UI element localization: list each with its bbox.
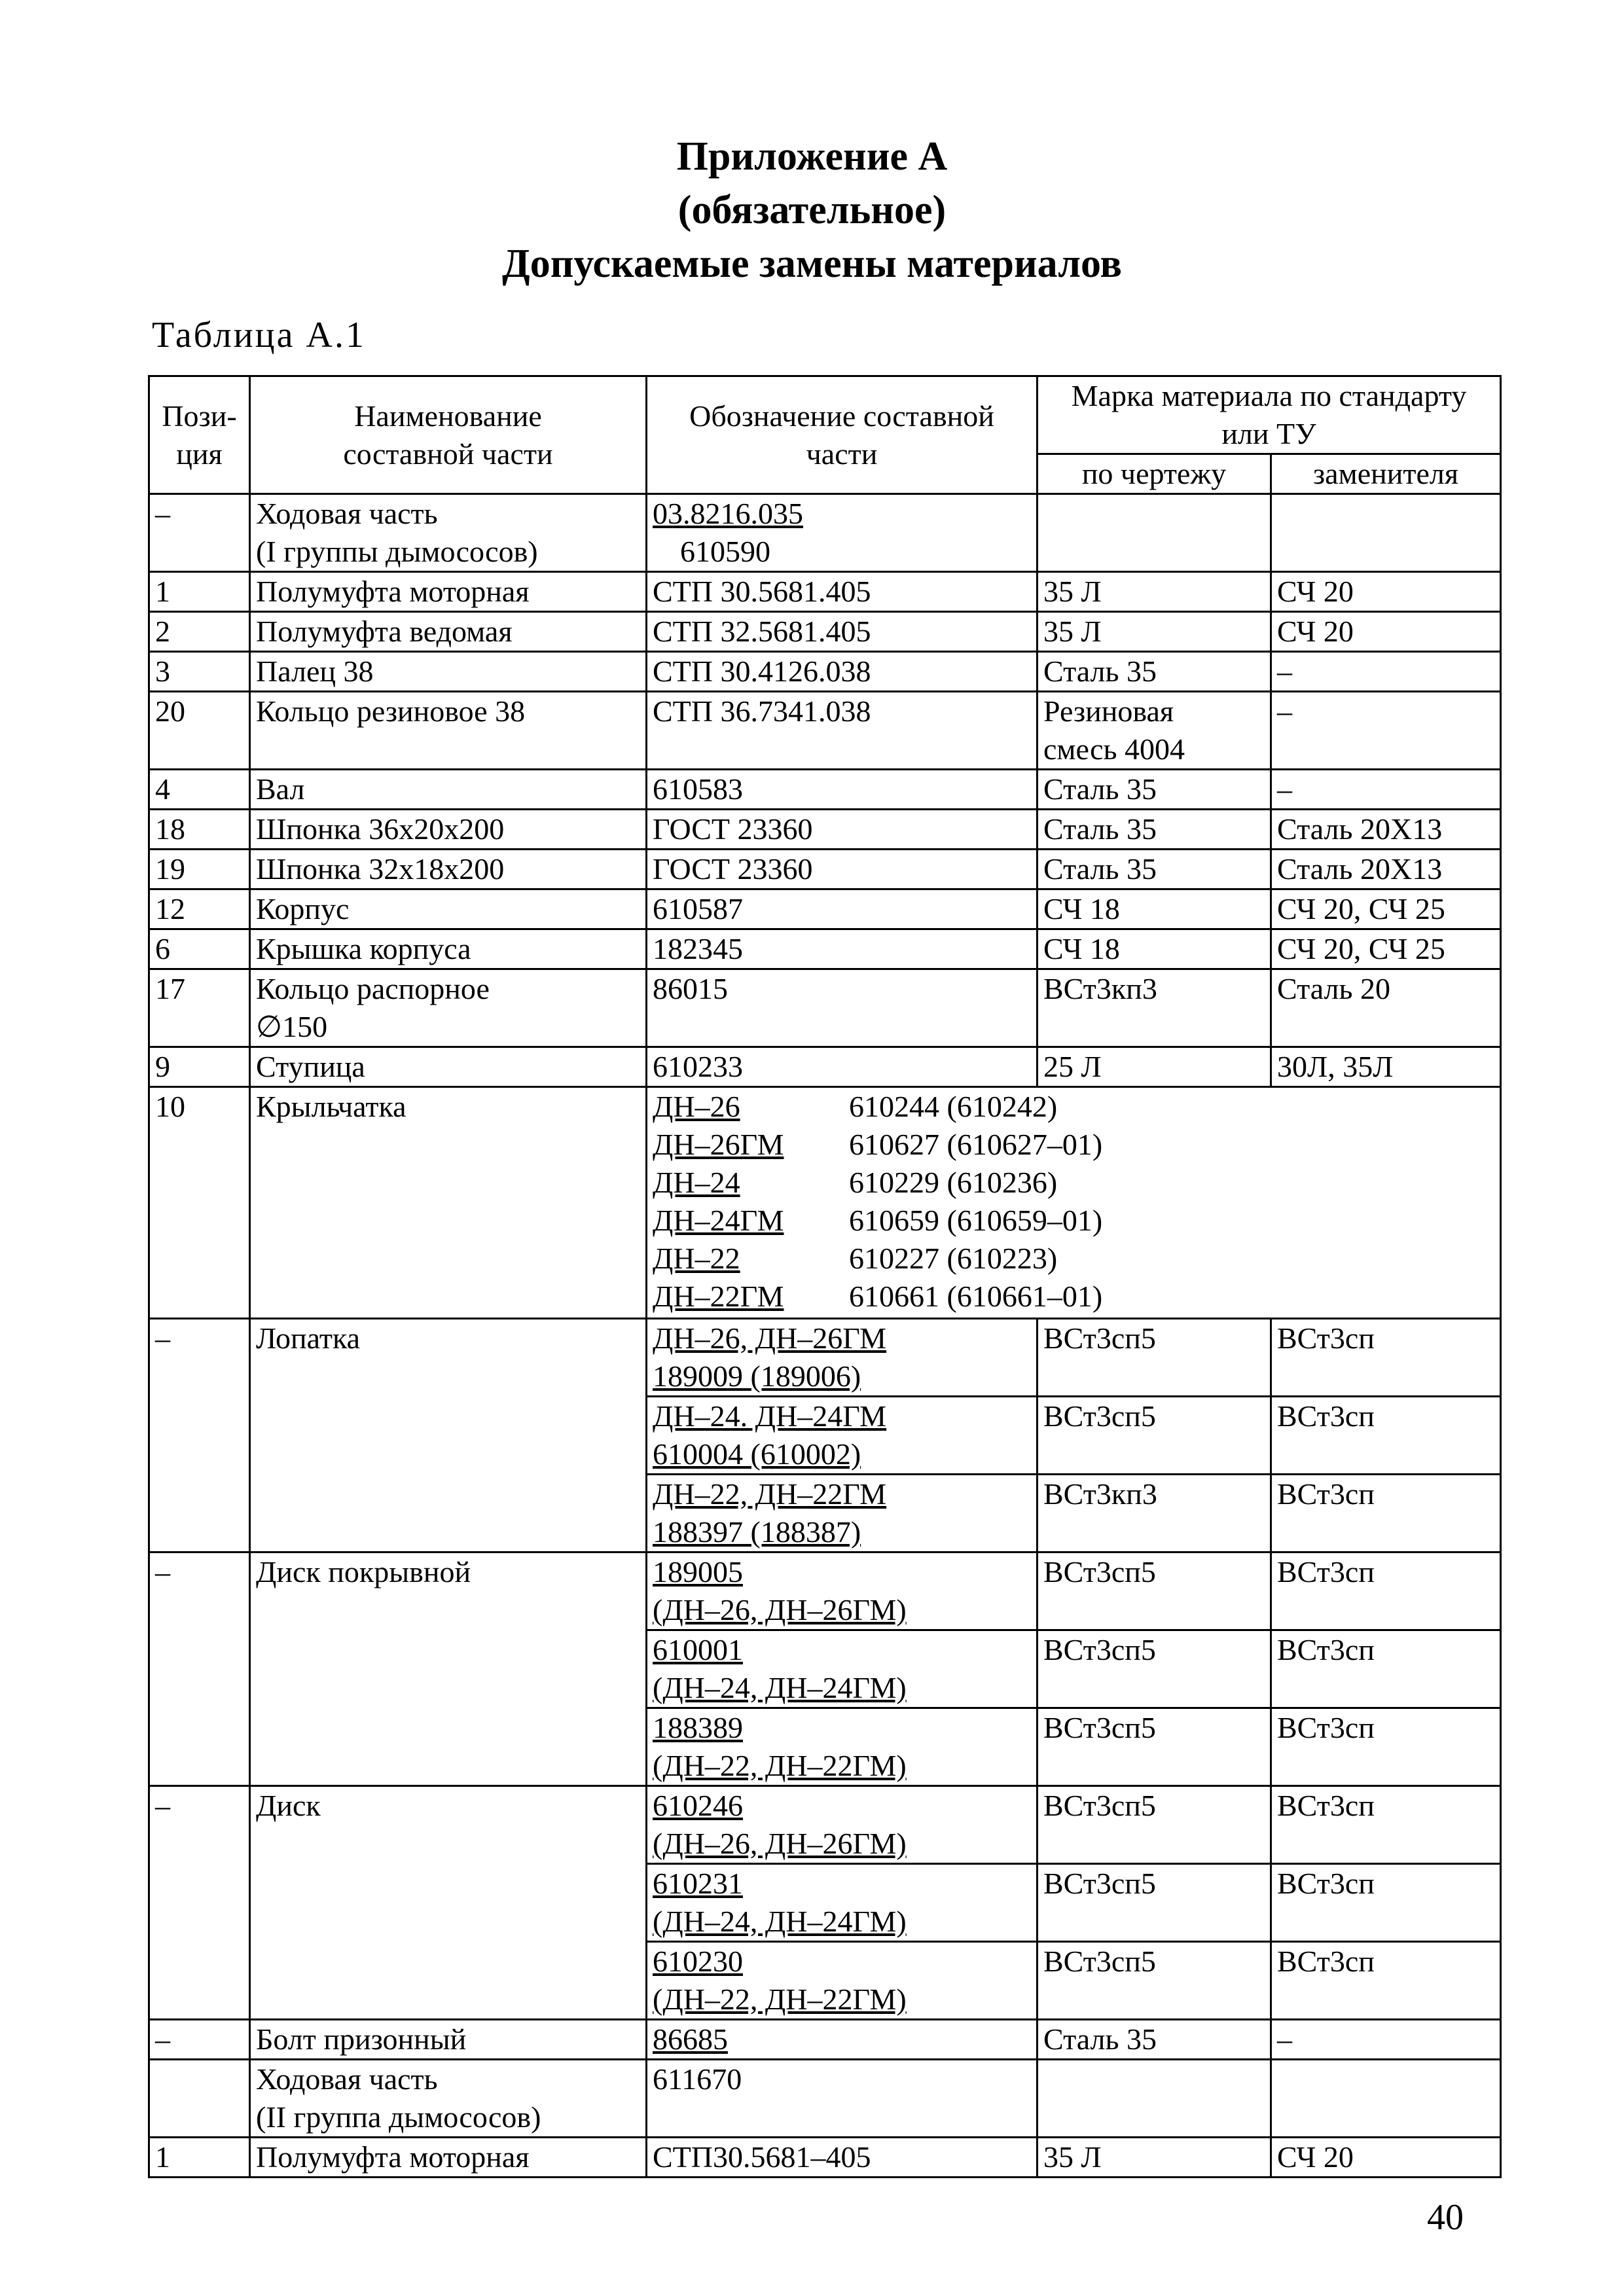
table-row xyxy=(149,929,1501,969)
table-row xyxy=(149,850,1501,889)
cell-grade-substitute: Сталь 20 xyxy=(1271,969,1501,1047)
cell-position: – xyxy=(149,1786,250,2020)
cell-designation: СТП 30.5681.405 xyxy=(647,572,1038,612)
impeller-model-line: ДН–22 610227 (610223) xyxy=(653,1242,1058,1275)
cell-position: 20 xyxy=(149,692,250,770)
cell-position: 12 xyxy=(149,889,250,929)
page-number: 40 xyxy=(1427,2197,1464,2238)
table-row xyxy=(149,1552,1501,1630)
cell-grade-drawing: ВСт3сп5 xyxy=(1038,1708,1271,1786)
cell-position: – xyxy=(149,1552,250,1786)
cell-position: 3 xyxy=(149,652,250,692)
table-header xyxy=(149,376,1501,494)
table-row xyxy=(149,572,1501,612)
table-row xyxy=(149,1319,1501,1397)
cell-grade-substitute: Сталь 20Х13 xyxy=(1271,810,1501,850)
cell-name: Шпонка 32х18х200 xyxy=(250,850,647,889)
cell-grade-drawing: ВСт3сп5 xyxy=(1038,1552,1271,1630)
cell-designation: СТП 32.5681.405 xyxy=(647,612,1038,652)
cell-grade-substitute: СЧ 20 xyxy=(1271,2138,1501,2178)
cell-grade-substitute: 30Л, 35Л xyxy=(1271,1047,1501,1087)
cell-designation: 610246 (ДН–26, ДН–26ГМ) xyxy=(647,1786,1038,1864)
cell-grade-substitute: ВСт3сп xyxy=(1271,1786,1501,1864)
cell-grade-substitute: ВСт3сп xyxy=(1271,1942,1501,2020)
cell-grade-drawing: Резиновая смесь 4004 xyxy=(1038,692,1271,770)
cell-designation: ДН–24. ДН–24ГМ 610004 (610002) xyxy=(647,1397,1038,1475)
table-row xyxy=(149,1087,1501,1319)
cell-name: Диск покрывной xyxy=(250,1552,647,1786)
cell-grade-substitute: СЧ 20, СЧ 25 xyxy=(1271,929,1501,969)
cell-grade-substitute: ВСт3сп xyxy=(1271,1397,1501,1475)
cell-designation: СТП30.5681–405 xyxy=(647,2138,1038,2178)
table-row xyxy=(149,1047,1501,1087)
table-row xyxy=(149,612,1501,652)
cell-position: 9 xyxy=(149,1047,250,1087)
cell-grade-drawing: 35 Л xyxy=(1038,2138,1271,2178)
cell-grade-substitute xyxy=(1271,2060,1501,2138)
cell-designation: ДН–26, ДН–26ГМ 189009 (189006) xyxy=(647,1319,1038,1397)
cell-grade-drawing: СЧ 18 xyxy=(1038,929,1271,969)
cell-grade-substitute: ВСт3сп xyxy=(1271,1630,1501,1708)
cell-grade-drawing: Сталь 35 xyxy=(1038,850,1271,889)
cell-position: 17 xyxy=(149,969,250,1047)
cell-grade-substitute: Сталь 20Х13 xyxy=(1271,850,1501,889)
cell-name: Кольцо распорное ∅150 xyxy=(250,969,647,1047)
cell-designation: 86015 xyxy=(647,969,1038,1047)
cell-designation: ГОСТ 23360 xyxy=(647,810,1038,850)
impeller-model-line: ДН–22ГМ 610661 (610661–01) xyxy=(653,1280,1103,1313)
cell-position: 18 xyxy=(149,810,250,850)
impeller-model-line: ДН–24ГМ 610659 (610659–01) xyxy=(653,1204,1103,1237)
cell-grade-drawing: Сталь 35 xyxy=(1038,652,1271,692)
cell-designation: СТП 30.4126.038 xyxy=(647,652,1038,692)
cell-designation: 610231 (ДН–24, ДН–24ГМ) xyxy=(647,1864,1038,1942)
table-row xyxy=(149,652,1501,692)
cell-grade-substitute: СЧ 20 xyxy=(1271,612,1501,652)
cell-grade-substitute: ВСт3сп xyxy=(1271,1864,1501,1942)
cell-designation: 189005 (ДН–26, ДН–26ГМ) xyxy=(647,1552,1038,1630)
cell-designation: 610587 xyxy=(647,889,1038,929)
cell-grade-drawing: ВСт3сп5 xyxy=(1038,1942,1271,2020)
cell-designation: 610230 (ДН–22, ДН–22ГМ) xyxy=(647,1942,1038,2020)
cell-grade-drawing: 35 Л xyxy=(1038,612,1271,652)
cell-position: – xyxy=(149,2020,250,2060)
cell-position: 1 xyxy=(149,2138,250,2178)
table-row xyxy=(149,2020,1501,2060)
cell-designation: 188389 (ДН–22, ДН–22ГМ) xyxy=(647,1708,1038,1786)
cell-position: – xyxy=(149,1319,250,1552)
cell-name: Кольцо резиновое 38 xyxy=(250,692,647,770)
table-row xyxy=(149,1786,1501,1864)
cell-name: Лопатка xyxy=(250,1319,647,1552)
cell-position: – xyxy=(149,494,250,572)
cell-grade-drawing: 35 Л xyxy=(1038,572,1271,612)
cell-grade-drawing xyxy=(1038,494,1271,572)
cell-position: 1 xyxy=(149,572,250,612)
cell-grade-drawing: СЧ 18 xyxy=(1038,889,1271,929)
header-name: Наименование составной части xyxy=(250,376,647,494)
cell-position: 2 xyxy=(149,612,250,652)
cell-name: Крыльчатка xyxy=(250,1087,647,1319)
table-caption: Таблица А.1 xyxy=(152,315,366,355)
cell-position: 6 xyxy=(149,929,250,969)
cell-grade-substitute: СЧ 20 xyxy=(1271,572,1501,612)
cell-position: 19 xyxy=(149,850,250,889)
impeller-model-line: ДН–24 610229 (610236) xyxy=(653,1166,1058,1199)
cell-grade-drawing: ВСт3кп3 xyxy=(1038,969,1271,1047)
cell-grade-substitute: – xyxy=(1271,770,1501,810)
cell-name: Ходовая часть (II группа дымососов) xyxy=(250,2060,647,2138)
cell-designation: ДН–22, ДН–22ГМ 188397 (188387) xyxy=(647,1475,1038,1552)
cell-designation: 610001 (ДН–24, ДН–24ГМ) xyxy=(647,1630,1038,1708)
materials-substitution-table xyxy=(148,375,1502,2178)
table-row xyxy=(149,810,1501,850)
header-designation: Обозначение составной части xyxy=(647,376,1038,494)
cell-grade-drawing: ВСт3сп5 xyxy=(1038,1864,1271,1942)
table-row xyxy=(149,494,1501,572)
header-by-drawing: по чертежу xyxy=(1038,454,1271,494)
cell-impeller-models xyxy=(647,1087,1501,1319)
cell-grade-drawing: ВСт3сп5 xyxy=(1038,1319,1271,1397)
cell-grade-drawing: Сталь 35 xyxy=(1038,770,1271,810)
appendix-name: Допускаемые замены материалов xyxy=(502,242,1122,286)
cell-grade-drawing: ВСт3кп3 xyxy=(1038,1475,1271,1552)
cell-designation: ГОСТ 23360 xyxy=(647,850,1038,889)
cell-grade-substitute: ВСт3сп xyxy=(1271,1319,1501,1397)
cell-name: Ступица xyxy=(250,1047,647,1087)
cell-grade-substitute xyxy=(1271,494,1501,572)
cell-grade-drawing: Сталь 35 xyxy=(1038,810,1271,850)
cell-grade-drawing: 25 Л xyxy=(1038,1047,1271,1087)
cell-name: Полумуфта моторная xyxy=(250,2138,647,2178)
table-row xyxy=(149,969,1501,1047)
cell-position: 10 xyxy=(149,1087,250,1319)
cell-name: Вал xyxy=(250,770,647,810)
cell-name: Корпус xyxy=(250,889,647,929)
cell-grade-drawing: Сталь 35 xyxy=(1038,2020,1271,2060)
cell-designation: 182345 xyxy=(647,929,1038,969)
cell-name: Палец 38 xyxy=(250,652,647,692)
cell-designation: 610583 xyxy=(647,770,1038,810)
cell-grade-drawing xyxy=(1038,2060,1271,2138)
table-row xyxy=(149,770,1501,810)
cell-name: Ходовая часть (I группы дымососов) xyxy=(250,494,647,572)
cell-grade-drawing: ВСт3сп5 xyxy=(1038,1397,1271,1475)
impeller-model-line: ДН–26 610244 (610242) xyxy=(653,1090,1058,1123)
cell-grade-drawing: ВСт3сп5 xyxy=(1038,1786,1271,1864)
cell-grade-substitute: ВСт3сп xyxy=(1271,1552,1501,1630)
cell-designation: 86685 xyxy=(647,2020,1038,2060)
cell-designation: 03.8216.035 610590 xyxy=(647,494,1038,572)
cell-grade-substitute: – xyxy=(1271,2020,1501,2060)
cell-grade-drawing: ВСт3сп5 xyxy=(1038,1630,1271,1708)
table-row xyxy=(149,692,1501,770)
appendix-title: Приложение А xyxy=(676,134,948,179)
cell-name: Полумуфта моторная xyxy=(250,572,647,612)
cell-grade-substitute: – xyxy=(1271,692,1501,770)
cell-grade-substitute: СЧ 20, СЧ 25 xyxy=(1271,889,1501,929)
header-position: Пози- ция xyxy=(149,376,250,494)
cell-name: Крышка корпуса xyxy=(250,929,647,969)
cell-position xyxy=(149,2060,250,2138)
cell-name: Диск xyxy=(250,1786,647,2020)
cell-grade-substitute: – xyxy=(1271,652,1501,692)
header-substitute: заменителя xyxy=(1271,454,1501,494)
impeller-model-line: ДН–26ГМ 610627 (610627–01) xyxy=(653,1128,1103,1161)
cell-name: Полумуфта ведомая xyxy=(250,612,647,652)
header-material-grade: Марка материала по стандарту или ТУ xyxy=(1038,376,1501,454)
table-row xyxy=(149,2138,1501,2178)
cell-designation: 610233 xyxy=(647,1047,1038,1087)
cell-position: 4 xyxy=(149,770,250,810)
cell-grade-substitute: ВСт3сп xyxy=(1271,1708,1501,1786)
cell-grade-substitute: ВСт3сп xyxy=(1271,1475,1501,1552)
cell-designation: СТП 36.7341.038 xyxy=(647,692,1038,770)
cell-name: Шпонка 36х20х200 xyxy=(250,810,647,850)
cell-designation: 611670 xyxy=(647,2060,1038,2138)
table-row xyxy=(149,889,1501,929)
table-row xyxy=(149,2060,1501,2138)
appendix-status: (обязательное) xyxy=(677,188,947,232)
cell-name: Болт призонный xyxy=(250,2020,647,2060)
